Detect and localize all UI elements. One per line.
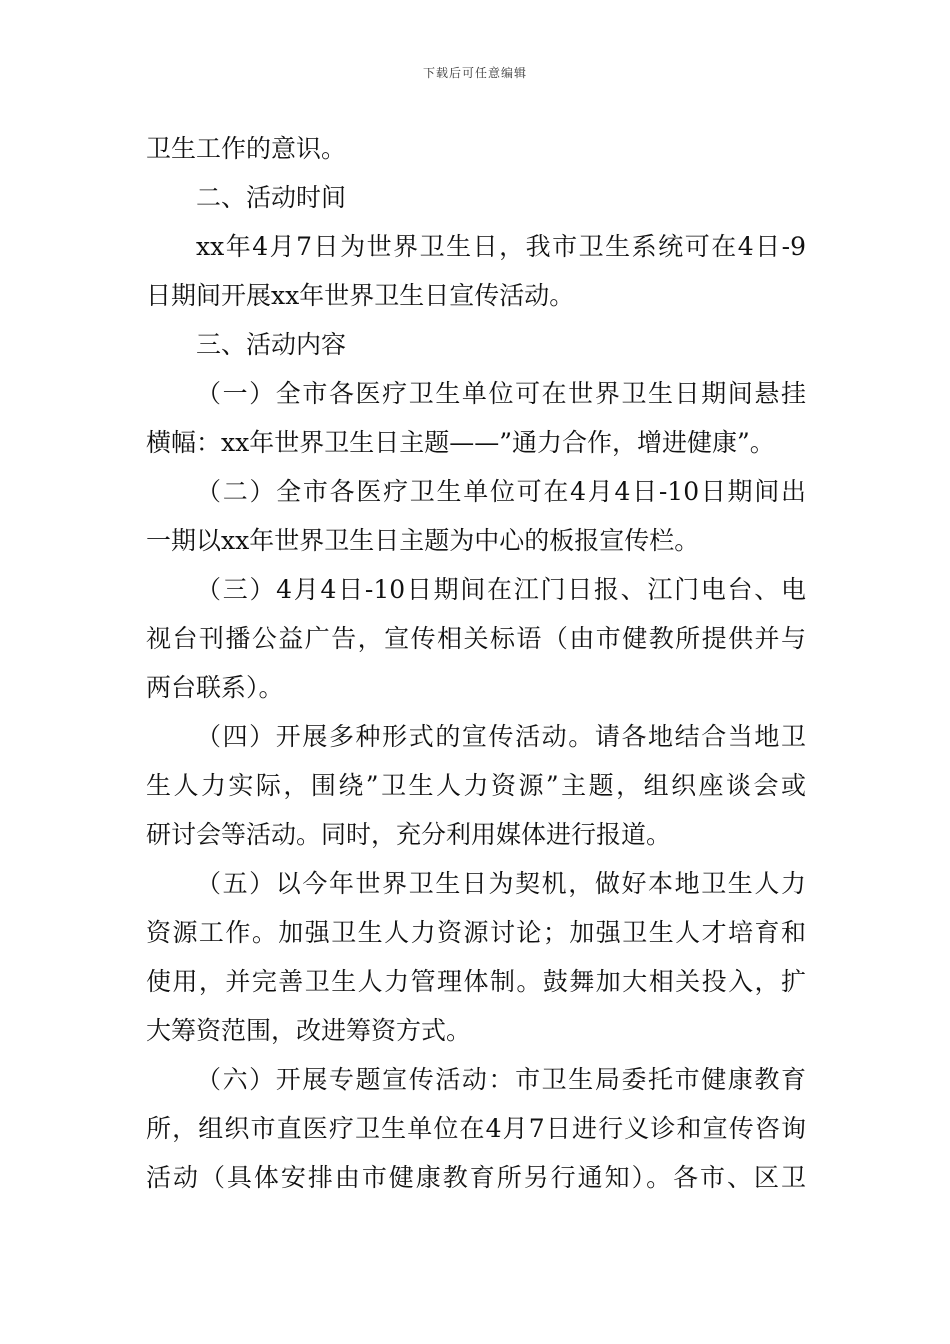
text-line: 资源工作。加强卫生人力资源讨论；加强卫生人才培育和 [146,918,806,947]
text-line: 使用，并完善卫生人力管理体制。鼓舞加大相关投入，扩 [146,967,806,996]
text-line: 卫生工作的意识。 [146,134,347,163]
text-line: xx年4月7日为世界卫生日，我市卫生系统可在4日-9 [196,232,806,261]
text-line: （五）以今年世界卫生日为契机，做好本地卫生人力 [196,869,806,898]
section-heading-content: 三、活动内容 [196,330,347,359]
text-line: （二）全市各医疗卫生单位可在4月4日-10日期间出 [196,477,806,506]
text-line: 大筹资范围，改进筹资方式。 [146,1016,472,1045]
text-line: 日期间开展xx年世界卫生日宣传活动。 [146,281,575,310]
text-line: 研讨会等活动。同时，充分利用媒体进行报道。 [146,820,672,849]
text-line: （一）全市各医疗卫生单位可在世界卫生日期间悬挂 [196,379,806,408]
text-line: （六）开展专题宣传活动：市卫生局委托市健康教育 [196,1065,806,1094]
text-line: 活动（具体安排由市健康教育所另行通知）。各市、区卫 [146,1163,806,1192]
text-line: 生人力实际，围绕”卫生人力资源”主题，组织座谈会或 [146,771,806,800]
text-line: （三）4月4日-10日期间在江门日报、江门电台、电 [196,575,806,604]
text-line: （四）开展多种形式的宣传活动。请各地结合当地卫 [196,722,806,751]
text-line: 视台刊播公益广告，宣传相关标语（由市健教所提供并与 [146,624,806,653]
text-line: 横幅：xx年世界卫生日主题——”通力合作，增进健康”。 [146,428,775,457]
header-note: 下载后可任意编辑 [422,66,527,80]
text-line: 一期以xx年世界卫生日主题为中心的板报宣传栏。 [146,526,700,555]
text-line: 两台联系）。 [146,673,284,702]
text-line: 所，组织市直医疗卫生单位在4月7日进行义诊和宣传咨询 [146,1114,806,1143]
body-text [146,124,806,1202]
section-heading-time: 二、活动时间 [196,183,347,212]
